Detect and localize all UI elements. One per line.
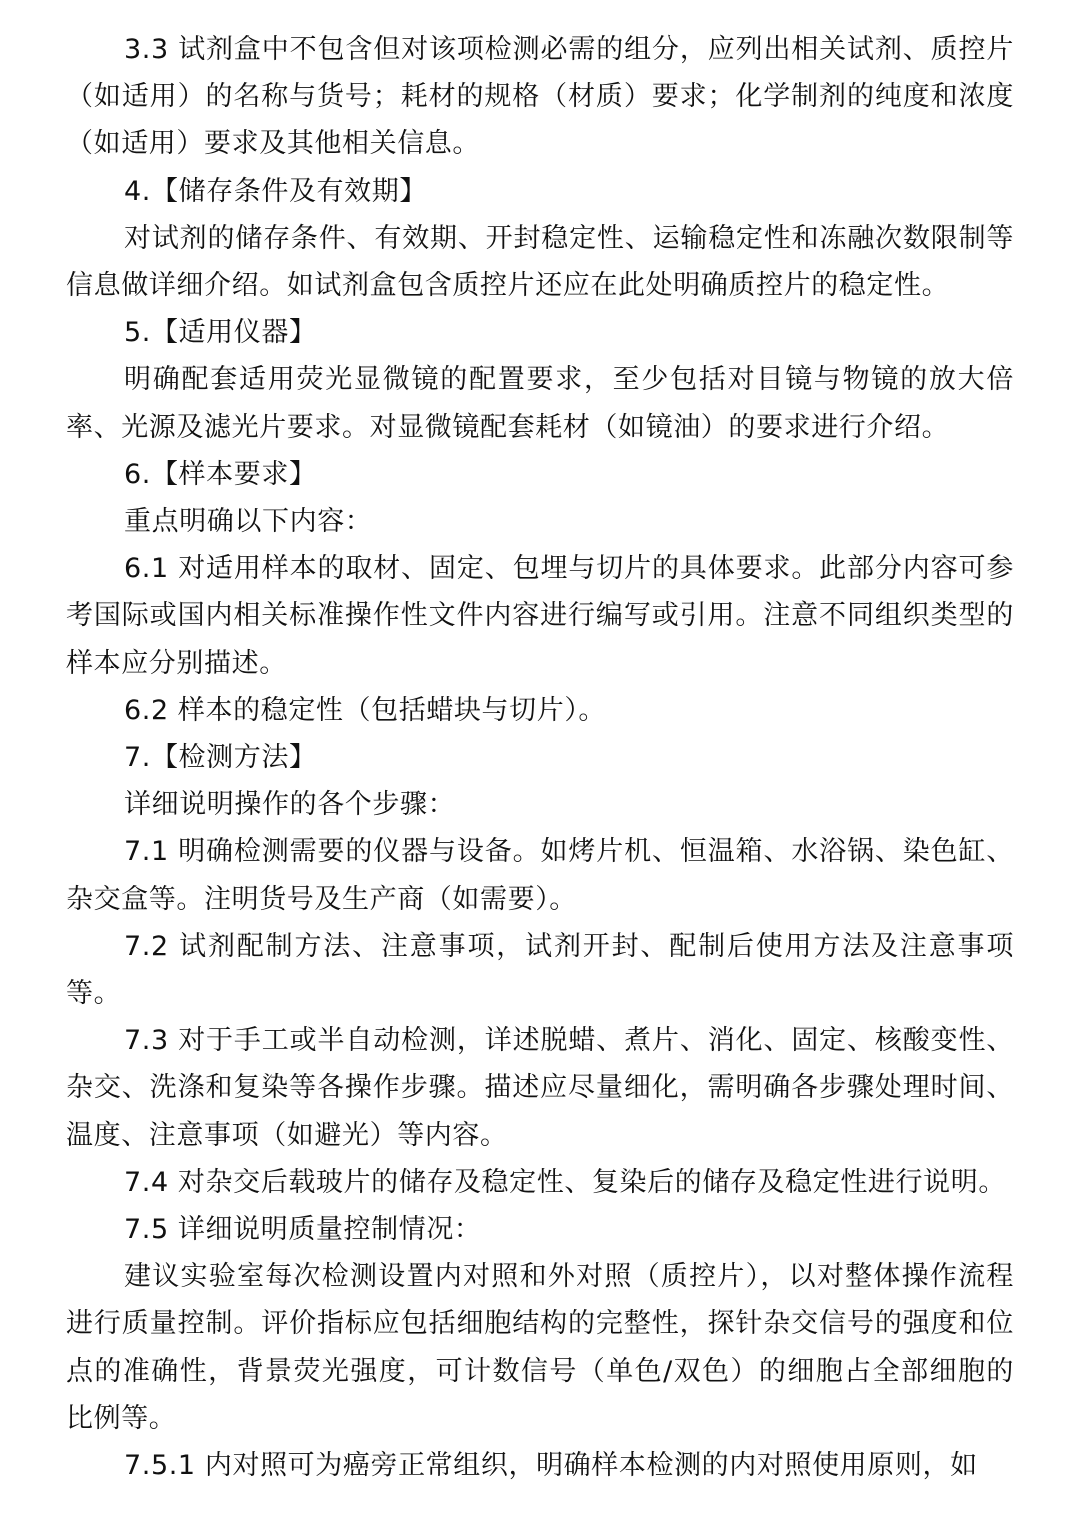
heading-detection-method: 7.【检测方法】: [124, 742, 317, 774]
paragraph-7-1-equipment: 7.1 明确检测需要的仪器与设备。如烤片机、恒温箱、水浴锅、染色缸、杂交盒等。注明货号及生产商（如需要）。: [66, 836, 1014, 915]
paragraph-7-4-slide-storage: 7.4 对杂交后载玻片的储存及稳定性、复染后的储存及稳定性进行说明。: [124, 1166, 1006, 1198]
paragraph-7-5-quality-control: 7.5 详细说明质量控制情况：: [124, 1214, 482, 1246]
heading-applicable-instruments: 5.【适用仪器】: [124, 317, 317, 349]
paragraph-6-1-sample-handling: 6.1 对适用样本的取材、固定、包埋与切片的具体要求。此部分内容可参考国际或国内相关标准操作性文件内容进行编写或引用。注意不同组织类型的样本应分别描述。: [66, 553, 1014, 679]
paragraph-qc-recommendation: 建议实验室每次检测设置内对照和外对照（质控片），以对整体操作流程进行质量控制。评价指标应包括细胞结构的完整性，探针杂交信号的强度和位点的准确性，背景荧光强度，可计数信号（单色/双色）的细胞占全部细胞的比例等。: [66, 1261, 1014, 1434]
paragraph-7-2-reagent-prep: 7.2 试剂配制方法、注意事项，试剂开封、配制后使用方法及注意事项等。: [66, 930, 1014, 1010]
paragraph-6-2-sample-stability: 6.2 样本的稳定性（包括蜡块与切片）。: [124, 694, 607, 726]
paragraph-storage-details: 对试剂的储存条件、有效期、开封稳定性、运输稳定性和冻融次数限制等信息做详细介绍。如试剂盒包含质控片还应在此处明确质控片的稳定性。: [66, 222, 1014, 302]
heading-sample-requirements: 6.【样本要求】: [124, 458, 317, 490]
paragraph-7-5-1-internal-control: 7.5.1 内对照可为癌旁正常组织，明确样本检测的内对照使用原则，如: [124, 1450, 978, 1482]
paragraph-3-3-reagent-components: 3.3 试剂盒中不包含但对该项检测必需的组分，应列出相关试剂、质控片（如适用）的名称与货号；耗材的规格（材质）要求；化学制剂的纯度和浓度（如适用）要求及其他相关信息。: [66, 34, 1014, 160]
paragraph-key-points-intro: 重点明确以下内容：: [124, 506, 373, 538]
paragraph-steps-intro: 详细说明操作的各个步骤：: [124, 789, 456, 821]
paragraph-7-3-manual-steps: 7.3 对于手工或半自动检测，详述脱蜡、煮片、消化、固定、核酸变性、杂交、洗涤和复染等各操作步骤。描述应尽量细化，需明确各步骤处理时间、温度、注意事项（如避光）等内容。: [66, 1025, 1014, 1151]
paragraph-microscope-requirements: 明确配套适用荧光显微镜的配置要求，至少包括对目镜与物镜的放大倍率、光源及滤光片要求。对显微镜配套耗材（如镜油）的要求进行介绍。: [66, 364, 1014, 443]
heading-storage-conditions: 4.【储存条件及有效期】: [124, 175, 427, 207]
